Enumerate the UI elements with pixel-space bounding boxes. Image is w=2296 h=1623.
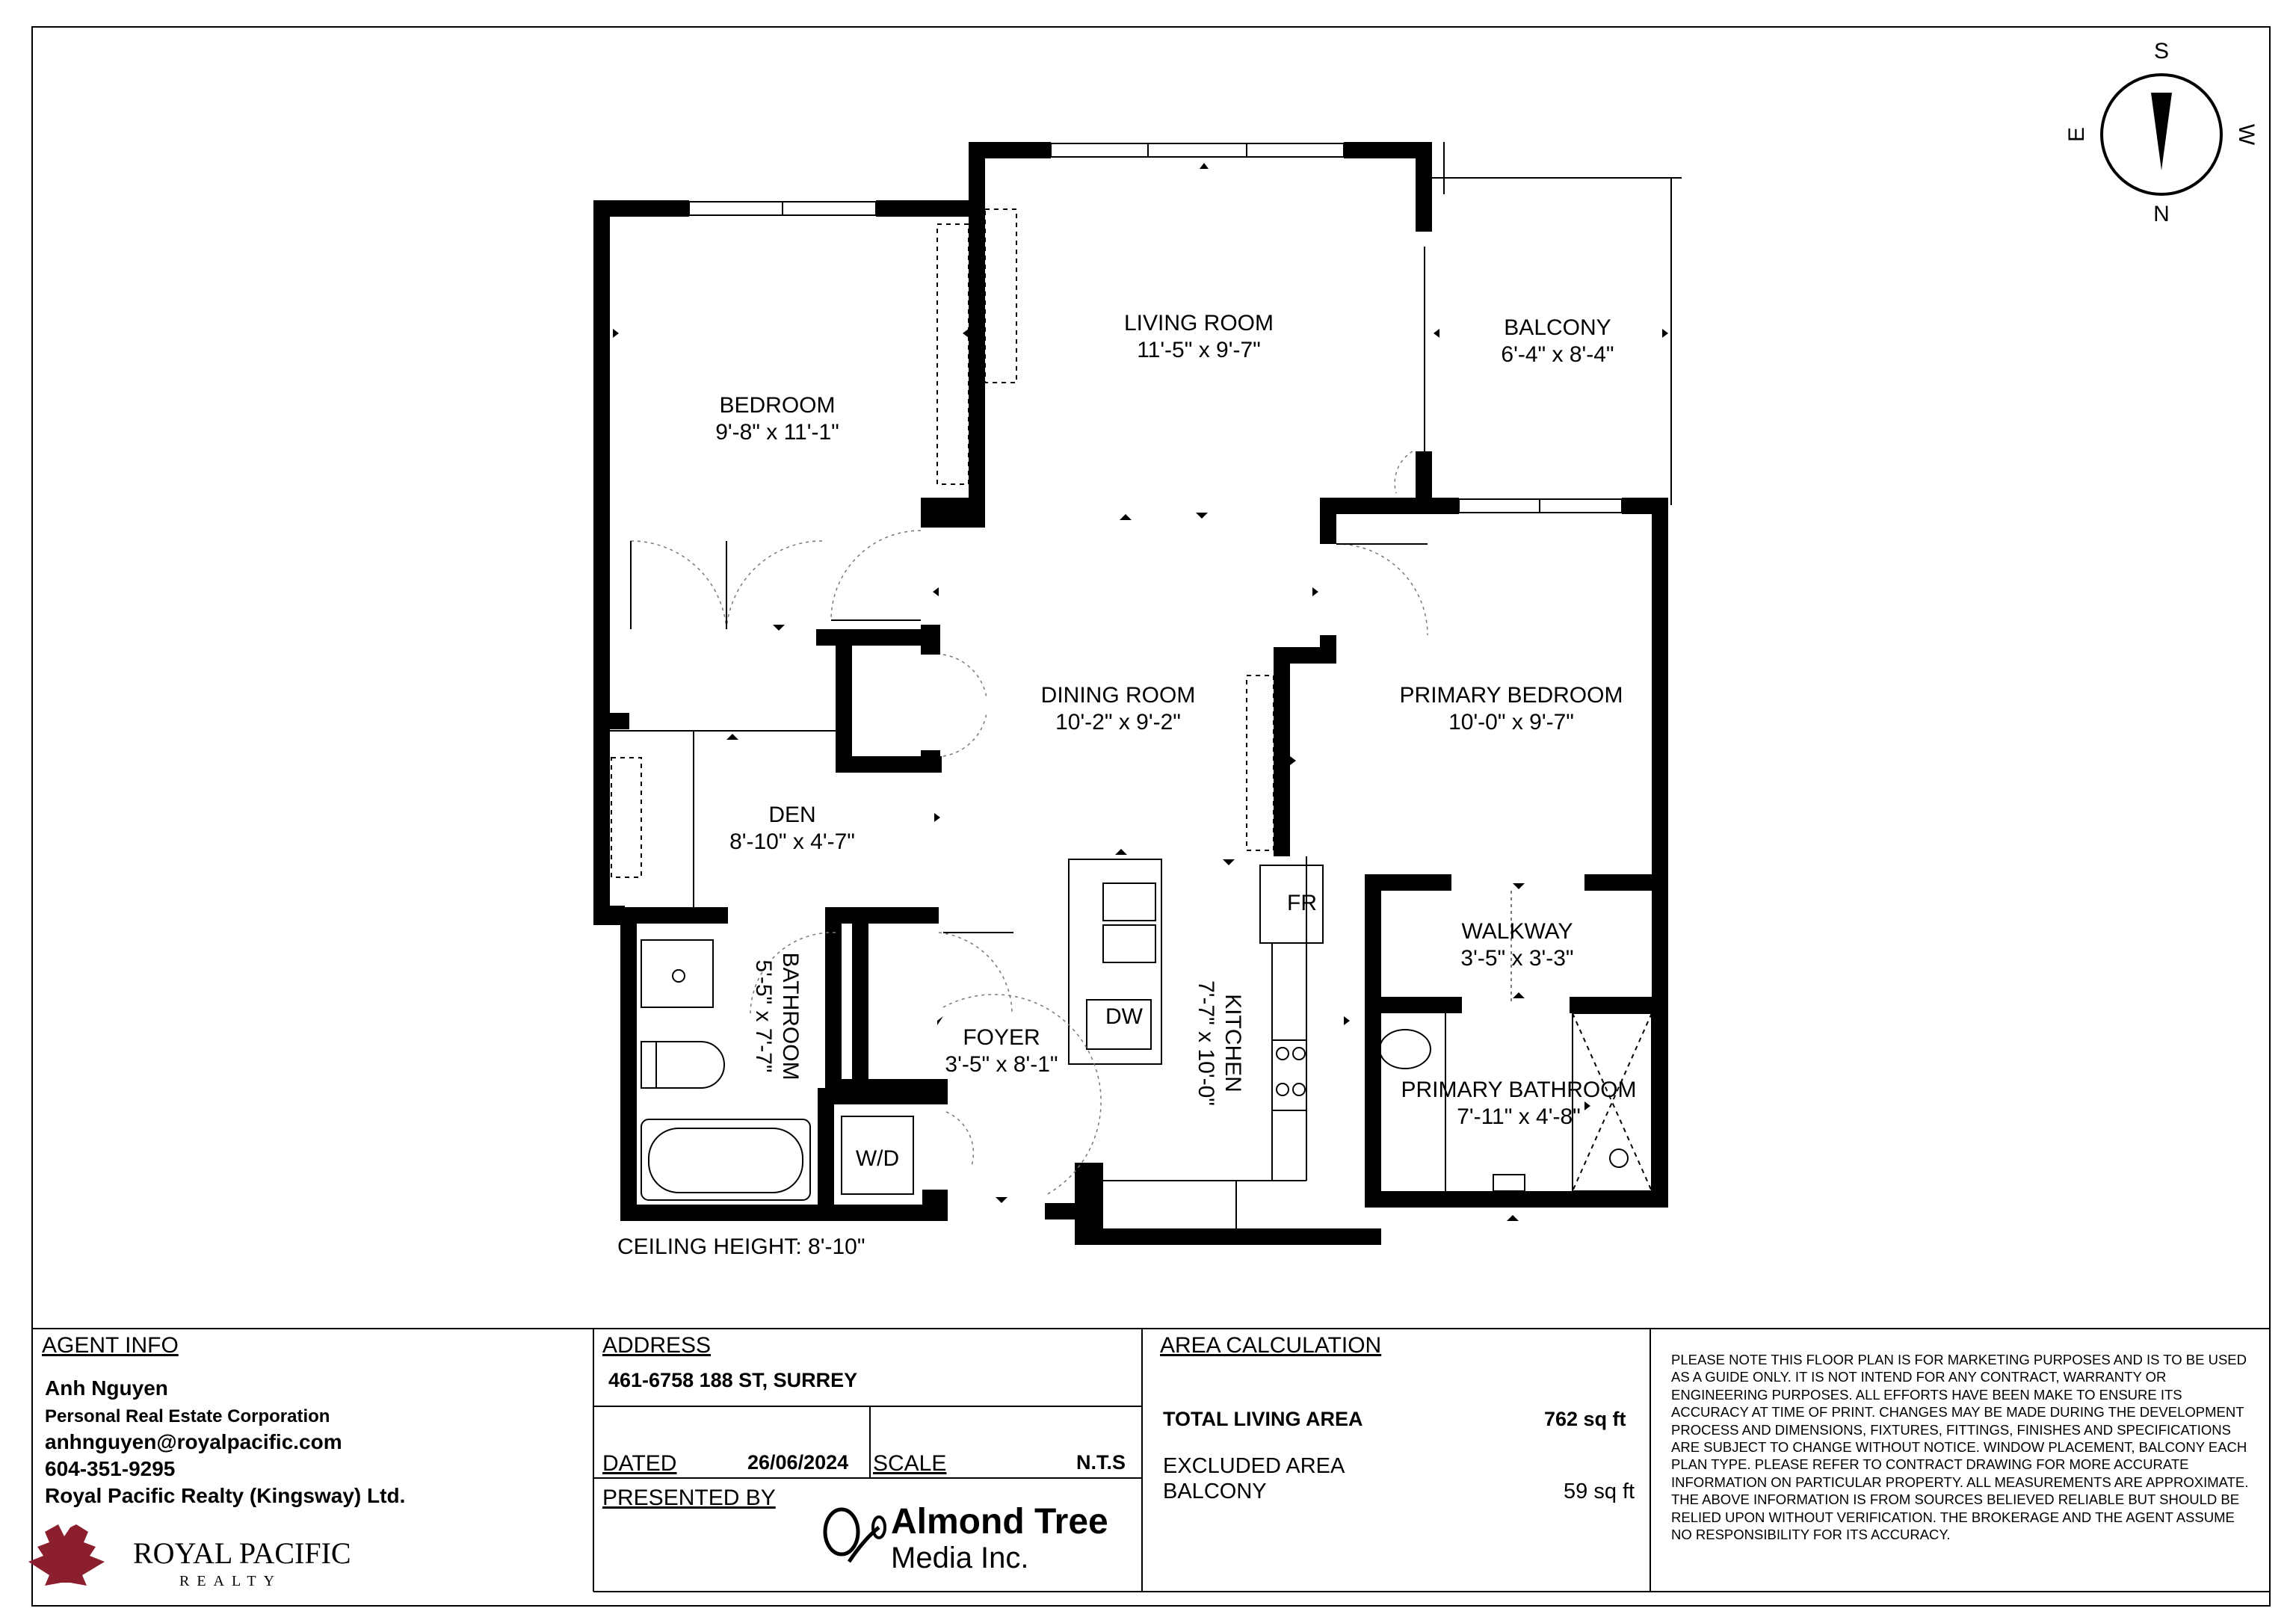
balcony-name: BALCONY: [1504, 315, 1611, 340]
foyer-dims: 3'-5" x 8'-1": [945, 1052, 1058, 1077]
compass: [2064, 39, 2259, 226]
den-dims: 8'-10" x 4'-7": [729, 829, 855, 854]
excluded-area-label: EXCLUDED AREA: [1163, 1454, 1345, 1478]
agent-brokerage: Royal Pacific Realty (Kingsway) Ltd.: [45, 1484, 406, 1507]
logo-text: ROYAL PACIFIC: [133, 1536, 351, 1570]
agent-corp: Personal Real Estate Corporation: [45, 1406, 330, 1426]
disclaimer: PLEASE NOTE THIS FLOOR PLAN IS FOR MARKETING PURPOSES AND IS TO BE USED AS A GUIDE ONLY. IT IS NOT INTEND FOR ANY CONTRACT, WARRANTY OR ENGINEERING PURPOSES. ALL EFFORTS HAVE BEEN MAKE TO ENSURE ITS ACCURACY AT TIME OF PRINT. CHANGES MAY BE MADE DURING THE DEVELOPMENT PROCESS AND DIMENSIONS, FIXTURES, FITTINGS, FINISHES AND SPECIFICATIONS ARE SUBJECT TO CHANGE WITHOUT NOTICE. WINDOW PLACEMENT, BALCONY EACH PLAN TYPE. PLEASE REFER TO CONTRACT DRAWING FOR MORE ACCURATE INFORMATION ON PARTICULAR PROPERTY. ALL MEASUREMENTS ARE APPROXIMATE. THE ABOVE INFORMATION IS FROM SOURCES BELIEVED RELIABLE BUT SHOULD BE RELIED UPON WITHOUT VERIFICATION. THE BROKERAGE AND THE AGENT ASSUME NO RESPONSIBILITY FOR ITS ACCURACY.: [1671, 1352, 2249, 1543]
primary-bedroom-name: PRIMARY BEDROOM: [1399, 683, 1623, 708]
address-value: 461-6758 188 ST, SURREY: [608, 1369, 858, 1391]
bedroom-name: BEDROOM: [719, 393, 836, 418]
walkway-name: WALKWAY: [1461, 919, 1573, 944]
kitchen-name: KITCHEN: [1220, 994, 1245, 1092]
door-swings: [631, 451, 1428, 1196]
agent-info-header: AGENT INFO: [42, 1333, 179, 1358]
fridge-label: FR: [1287, 891, 1317, 915]
compass-s: S: [2153, 39, 2170, 64]
agent-phone[interactable]: 604-351-9295: [45, 1457, 176, 1480]
primary-bathroom-name: PRIMARY BATHROOM: [1401, 1078, 1637, 1102]
primary-bathroom-dims: 7'-11" x 4'-8": [1457, 1104, 1581, 1129]
total-area-label: TOTAL LIVING AREA: [1163, 1408, 1363, 1430]
presenter-line1: Almond Tree: [891, 1502, 1108, 1542]
logo-subtext: REALTY: [179, 1573, 283, 1589]
address-header: ADDRESS: [602, 1333, 712, 1358]
bedroom-dims: 9'-8" x 11'-1": [715, 420, 839, 445]
compass-e: E: [2064, 126, 2089, 143]
almond-icon: [825, 1509, 858, 1554]
primary-bedroom-dims: 10'-0" x 9'-7": [1448, 710, 1574, 735]
bathroom-dims: 5'-5" x 7'-7": [751, 959, 776, 1073]
walkway-dims: 3'-5" x 3'-3": [1460, 946, 1574, 971]
royal-pacific-logo: [28, 1524, 351, 1589]
presenter-line2: Media Inc.: [891, 1542, 1029, 1574]
presented-by-label: PRESENTED BY: [602, 1486, 776, 1510]
balcony-dims: 6'-4" x 8'-4": [1501, 342, 1614, 367]
dining-room-dims: 10'-2" x 9'-2": [1055, 710, 1181, 735]
balcony-area-label: BALCONY: [1163, 1480, 1267, 1503]
area-header: AREA CALCULATION: [1160, 1333, 1382, 1358]
scale-value: N.T.S: [1076, 1451, 1126, 1474]
almond-tree-logo: [825, 1502, 1108, 1574]
kitchen-dims: 7'-7" x 10'-0": [1194, 980, 1218, 1106]
maple-leaf-icon: [28, 1524, 105, 1586]
dated-label: DATED: [602, 1451, 677, 1476]
compass-w: W: [2234, 123, 2259, 146]
dated-value: 26/06/2024: [747, 1451, 849, 1474]
balcony-area-value: 59 sq ft: [1564, 1480, 1635, 1503]
compass-n: N: [2153, 202, 2170, 226]
bathroom-name: BATHROOM: [778, 952, 803, 1081]
total-area-value: 762 sq ft: [1544, 1408, 1626, 1430]
living-room-dims: 11'-5" x 9'-7": [1137, 338, 1261, 362]
washer-dryer-label: W/D: [855, 1146, 900, 1171]
agent-email[interactable]: anhnguyen@royalpacific.com: [45, 1430, 342, 1453]
den-name: DEN: [768, 803, 816, 827]
dining-room-name: DINING ROOM: [1040, 683, 1196, 708]
living-room-name: LIVING ROOM: [1123, 311, 1274, 336]
agent-name: Anh Nguyen: [45, 1376, 168, 1400]
foyer-name: FOYER: [963, 1025, 1040, 1050]
dishwasher-label: DW: [1105, 1004, 1143, 1029]
scale-label: SCALE: [873, 1451, 947, 1476]
ceiling-height: CEILING HEIGHT: 8'-10": [617, 1234, 865, 1259]
